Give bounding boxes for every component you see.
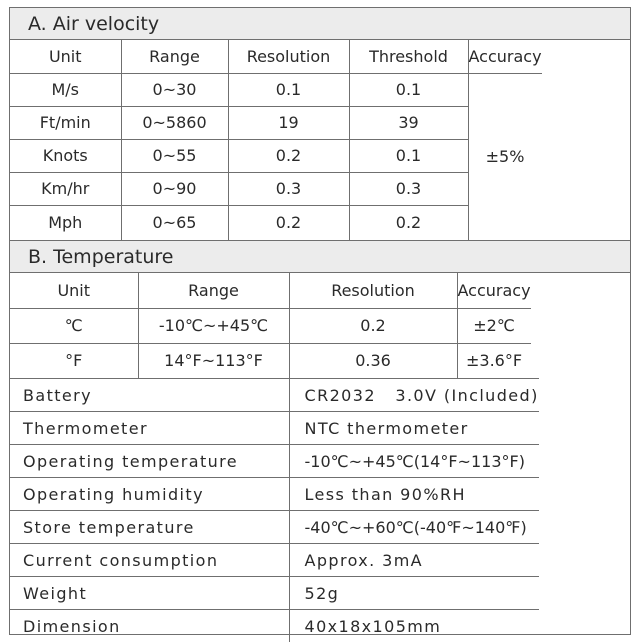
cell-resolution: 0.1 [228,73,349,106]
cell-threshold: 0.1 [349,139,468,172]
air-velocity-heading: A. Air velocity [10,8,630,40]
spec-row [10,544,539,577]
cell-unit: ℃ [10,308,138,343]
table-row [10,343,531,378]
table-header-row [10,273,531,308]
spec-value: Approx. 3mA [289,544,539,577]
table-row [10,172,542,205]
spec-row [10,511,539,544]
spec-label: Thermometer [10,412,289,445]
header-range: Range [138,273,289,308]
table-row [10,73,542,106]
cell-range: 14°F~113°F [138,343,289,378]
cell-resolution: 0.2 [228,205,349,240]
temperature-heading: B. Temperature [10,240,630,273]
cell-unit: M/s [10,73,121,106]
cell-range: 0~90 [121,172,228,205]
spec-label: Dimension [10,610,289,642]
cell-accuracy: ±3.6°F [457,343,531,378]
cell-unit: Ft/min [10,106,121,139]
cell-resolution: 0.2 [289,308,457,343]
cell-unit: Mph [10,205,121,240]
spec-label: Store temperature [10,511,289,544]
cell-threshold: 39 [349,106,468,139]
spec-label: Current consumption [10,544,289,577]
cell-threshold: 0.2 [349,205,468,240]
spec-value: 40x18x105mm [289,610,539,642]
cell-accuracy: ±5% [468,73,542,240]
header-accuracy: Accuracy [468,40,542,73]
cell-accuracy: ±2℃ [457,308,531,343]
cell-resolution: 19 [228,106,349,139]
spec-sheet [9,7,631,635]
spec-row [10,478,539,511]
table-row [10,308,531,343]
table-row [10,106,542,139]
cell-unit: °F [10,343,138,378]
header-unit: Unit [10,40,121,73]
spec-value: -10℃~+45℃(14°F~113°F) [289,445,539,478]
header-accuracy: Accuracy [457,273,531,308]
cell-resolution: 0.3 [228,172,349,205]
table-row [10,139,542,172]
spec-value: 52g [289,577,539,610]
header-unit: Unit [10,273,138,308]
cell-range: 0~5860 [121,106,228,139]
spec-value: NTC thermometer [289,412,539,445]
spec-value: Less than 90%RH [289,478,539,511]
cell-threshold: 0.3 [349,172,468,205]
spec-row [10,445,539,478]
air-velocity-table [10,40,542,241]
spec-label: Weight [10,577,289,610]
spec-row [10,610,539,642]
cell-range: 0~30 [121,73,228,106]
header-resolution: Resolution [289,273,457,308]
table-row [10,205,542,240]
table-header-row [10,40,542,73]
cell-range: -10℃~+45℃ [138,308,289,343]
cell-resolution: 0.2 [228,139,349,172]
cell-range: 0~55 [121,139,228,172]
cell-unit: Km/hr [10,172,121,205]
header-threshold: Threshold [349,40,468,73]
spec-label: Operating temperature [10,445,289,478]
cell-threshold: 0.1 [349,73,468,106]
spec-row [10,577,539,610]
cell-resolution: 0.36 [289,343,457,378]
header-range: Range [121,40,228,73]
general-specs-table [10,378,539,642]
spec-row [10,379,539,412]
cell-range: 0~65 [121,205,228,240]
header-resolution: Resolution [228,40,349,73]
spec-value: CR2032 3.0V (Included) [289,379,539,412]
spec-value: -40℃~+60℃(-40℉~140℉) [289,511,539,544]
spec-row [10,412,539,445]
spec-label: Battery [10,379,289,412]
spec-label: Operating humidity [10,478,289,511]
cell-unit: Knots [10,139,121,172]
temperature-table [10,273,531,379]
